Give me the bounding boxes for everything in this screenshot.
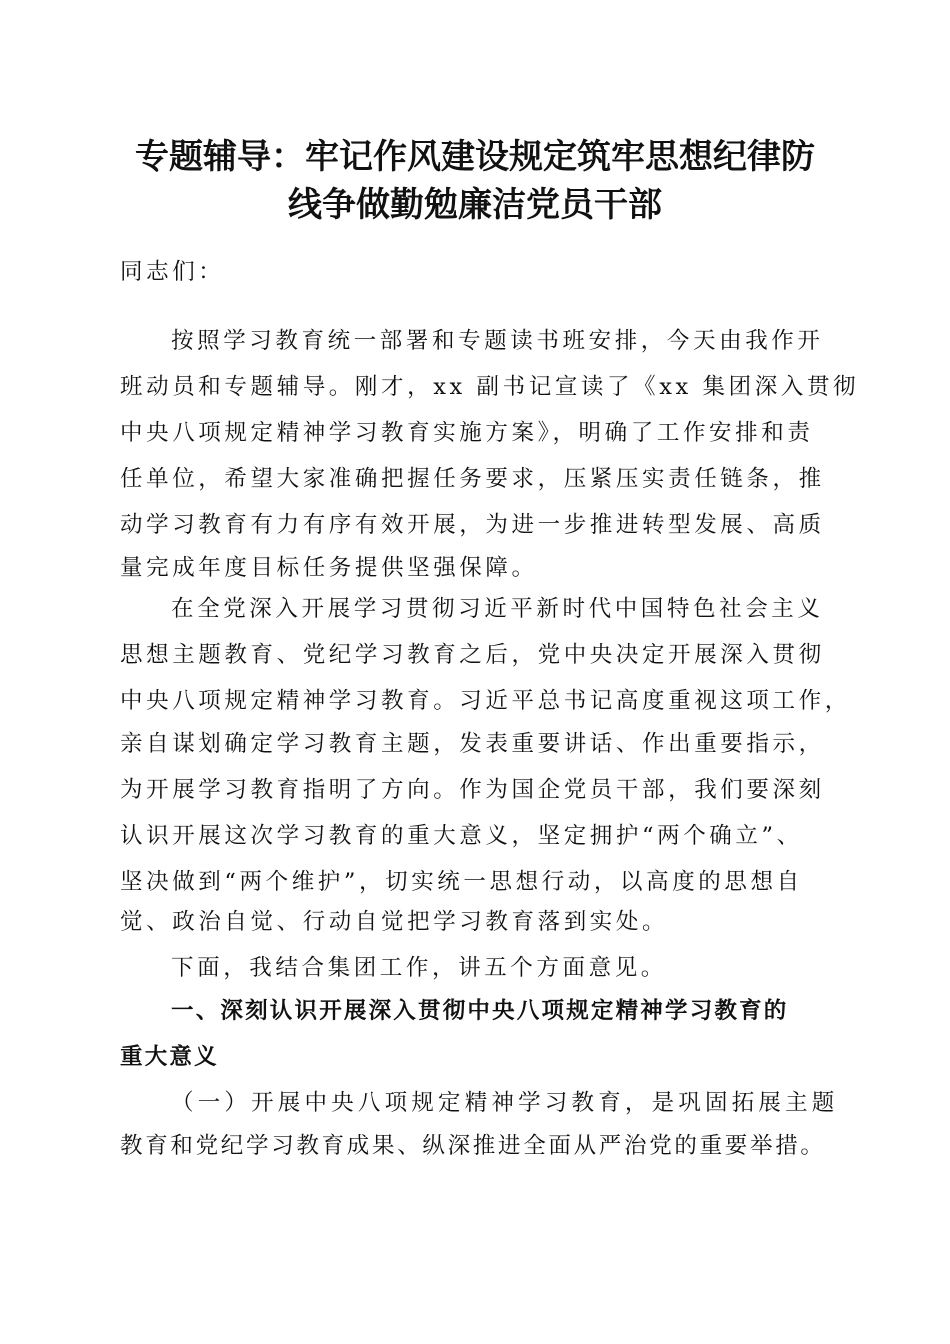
paragraph-2-line-3: 中央八项规定精神学习教育。习近平总书记高度重视这项工作， bbox=[120, 688, 851, 714]
paragraph-2-line-2: 思想主题教育、党纪学习教育之后，党中央决定开展深入贯彻 bbox=[120, 642, 825, 668]
paragraph-1-line-4: 任单位，希望大家准确把握任务要求，压紧压实责任链条，推 bbox=[120, 466, 825, 492]
paragraph-2-line-1: 在全党深入开展学习贯彻习近平新时代中国特色社会主义 bbox=[171, 596, 824, 622]
section-heading-line-2: 重大意义 bbox=[120, 1044, 219, 1070]
subsection-line-2: 教育和党纪学习教育成果、纵深推进全面从严治党的重要举措。 bbox=[120, 1133, 826, 1159]
paragraph-1-line-5: 动学习教育有力有序有效开展，为进一步推进转型发展、高质 bbox=[120, 512, 825, 538]
paragraph-1-line-2: 班动员和专题辅导。刚才，xx 副书记宣读了《xx 集团深入贯彻 bbox=[120, 374, 860, 400]
paragraph-2-line-8: 觉、政治自觉、行动自觉把学习教育落到实处。 bbox=[120, 909, 669, 935]
paragraph-2-line-6: 认识开展这次学习教育的重大意义，坚定拥护“两个确立”、 bbox=[120, 823, 803, 849]
paragraph-2-line-5: 为开展学习教育指明了方向。作为国企党员干部，我们要深刻 bbox=[120, 777, 825, 803]
paragraph-2-line-7: 坚决做到“两个维护”，切实统一思想行动，以高度的思想自 bbox=[120, 869, 803, 895]
document-title-line-2: 线争做勤勉廉洁党员干部 bbox=[288, 185, 662, 225]
paragraph-3: 下面，我结合集团工作，讲五个方面意见。 bbox=[171, 955, 667, 981]
paragraph-2-line-4: 亲自谋划确定学习教育主题，发表重要讲话、作出重要指示， bbox=[120, 731, 825, 757]
paragraph-1-line-1: 按照学习教育统一部署和专题读书班安排，今天由我作开 bbox=[171, 328, 824, 354]
greeting: 同志们： bbox=[120, 259, 225, 285]
document-title-line-1: 专题辅导：牢记作风建设规定筑牢思想纪律防 bbox=[135, 137, 815, 177]
paragraph-1-line-3: 中央八项规定精神学习教育实施方案》，明确了工作安排和责 bbox=[120, 420, 814, 446]
section-heading-line-1: 一、深刻认识开展深入贯彻中央八项规定精神学习教育的 bbox=[171, 998, 789, 1024]
subsection-line-1: （一）开展中央八项规定精神学习教育，是巩固拓展主题 bbox=[171, 1090, 839, 1116]
paragraph-1-line-6: 量完成年度目标任务提供坚强保障。 bbox=[120, 555, 538, 581]
